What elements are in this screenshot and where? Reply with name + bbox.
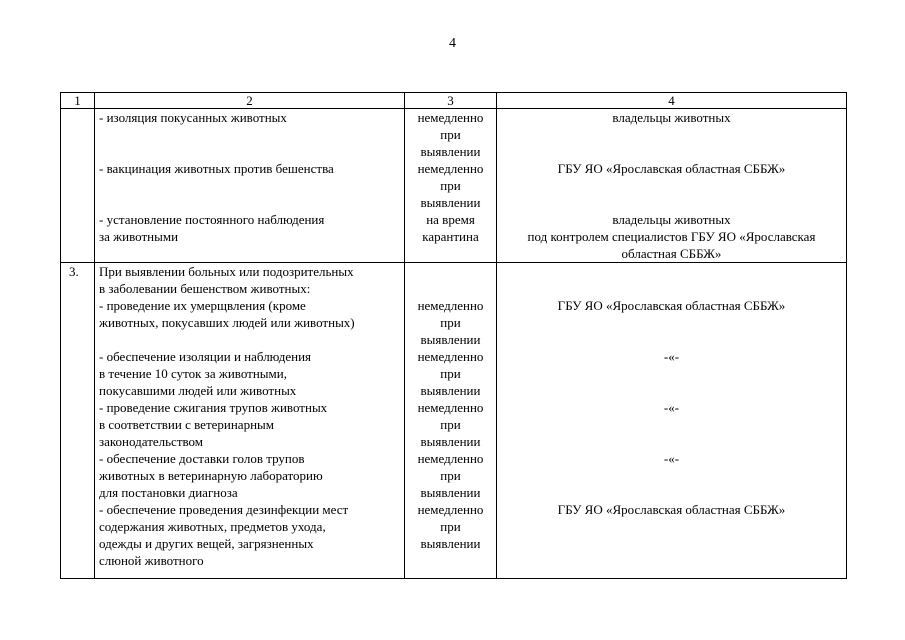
cell-line: При выявлении больных или подозрительных (99, 264, 354, 279)
cell-line (99, 143, 402, 160)
header-col-4: 4 (497, 93, 847, 109)
cell-line: ГБУ ЯО «Ярославская областная СББЖ» (557, 298, 786, 313)
cell-line: при (440, 178, 461, 193)
cell-line: содержания животных, предметов ухода, (99, 519, 326, 534)
cell-line: выявлении (420, 383, 481, 398)
cell-line: при (440, 127, 461, 142)
measures-table (60, 92, 847, 579)
deadline-cell (405, 109, 497, 263)
cell-line (499, 416, 844, 433)
cell-line: -«- (663, 349, 680, 364)
cell-line: - обеспечение проведения дезинфекции мест (99, 502, 349, 517)
responsible-cell (497, 109, 847, 263)
cell-line: владельцы животных (612, 212, 731, 227)
cell-line: - изоляция покусанных животных (99, 110, 287, 125)
cell-line: немедленно (417, 451, 484, 466)
cell-line: при (440, 366, 461, 381)
cell-line: под контролем специалистов ГБУ ЯО «Ярославская (527, 229, 816, 244)
header-col-3: 3 (405, 93, 497, 109)
cell-line: на время (426, 212, 475, 227)
cell-line: владельцы животных (612, 110, 731, 125)
cell-line (99, 126, 402, 143)
cell-line: при (440, 519, 461, 534)
cell-line: покусавшими людей или животных (99, 383, 297, 398)
cell-line: выявлении (420, 536, 481, 551)
row-number-cell: 3. (61, 263, 95, 579)
cell-line: слюной животного (99, 553, 204, 568)
cell-line: в заболевании бешенством животных: (99, 281, 311, 296)
cell-line: немедленно (417, 502, 484, 517)
cell-line: при (440, 468, 461, 483)
cell-line (499, 433, 844, 450)
cell-line (499, 263, 844, 280)
measure-cell (95, 109, 405, 263)
cell-line: выявлении (420, 332, 481, 347)
cell-line: карантина (422, 229, 479, 244)
cell-line: животных в ветеринарную лабораторию (99, 468, 323, 483)
cell-line (499, 484, 844, 501)
cell-line: немедленно (417, 161, 484, 176)
cell-line: немедленно (417, 110, 484, 125)
cell-line: - установление постоянного наблюдения (99, 212, 325, 227)
cell-line (499, 177, 844, 194)
cell-line (499, 126, 844, 143)
cell-line: при (440, 315, 461, 330)
cell-line: - проведение их умерщвления (кроме (99, 298, 306, 313)
cell-line (499, 467, 844, 484)
header-col-2: 2 (95, 93, 405, 109)
cell-line: немедленно (417, 349, 484, 364)
table-row (61, 263, 847, 579)
cell-line (499, 280, 844, 297)
cell-line: выявлении (420, 144, 481, 159)
cell-line: - обеспечение изоляции и наблюдения (99, 349, 312, 364)
cell-line: в соответствии с ветеринарным (99, 417, 274, 432)
measure-cell (95, 263, 405, 579)
cell-line: выявлении (420, 434, 481, 449)
cell-line: немедленно (417, 298, 484, 313)
responsible-cell (497, 263, 847, 579)
cell-line (499, 194, 844, 211)
cell-line: животных, покусавших людей или животных) (99, 315, 355, 330)
cell-line: ГБУ ЯО «Ярославская областная СББЖ» (557, 161, 786, 176)
cell-line: - проведение сжигания трупов животных (99, 400, 328, 415)
cell-line: выявлении (420, 485, 481, 500)
cell-line: -«- (663, 400, 680, 415)
cell-line: в течение 10 суток за животными, (99, 366, 287, 381)
cell-line: при (440, 417, 461, 432)
cell-line: ГБУ ЯО «Ярославская областная СББЖ» (557, 502, 786, 517)
cell-line (499, 331, 844, 348)
cell-line: - вакцинация животных против бешенства (99, 161, 334, 176)
cell-line: выявлении (420, 195, 481, 210)
header-row (61, 93, 847, 109)
cell-line (499, 314, 844, 331)
cell-line (99, 194, 402, 211)
cell-line (99, 331, 402, 348)
cell-line (499, 382, 844, 399)
deadline-cell (405, 263, 497, 579)
cell-line (405, 280, 496, 297)
header-col-1: 1 (61, 93, 95, 109)
cell-line: законодательством (99, 434, 204, 449)
table-row (61, 109, 847, 263)
cell-line: для постановки диагноза (99, 485, 238, 500)
cell-line (99, 177, 402, 194)
cell-line (499, 365, 844, 382)
cell-line (499, 143, 844, 160)
cell-line: одежды и других вещей, загрязненных (99, 536, 314, 551)
page-number: 4 (449, 36, 456, 51)
cell-line: - обеспечение доставки голов трупов (99, 451, 305, 466)
cell-line: областная СББЖ» (621, 246, 722, 261)
cell-line: -«- (663, 451, 680, 466)
cell-line (405, 263, 496, 280)
cell-line: немедленно (417, 400, 484, 415)
cell-line: за животными (99, 229, 179, 244)
row-number-cell (61, 109, 95, 263)
